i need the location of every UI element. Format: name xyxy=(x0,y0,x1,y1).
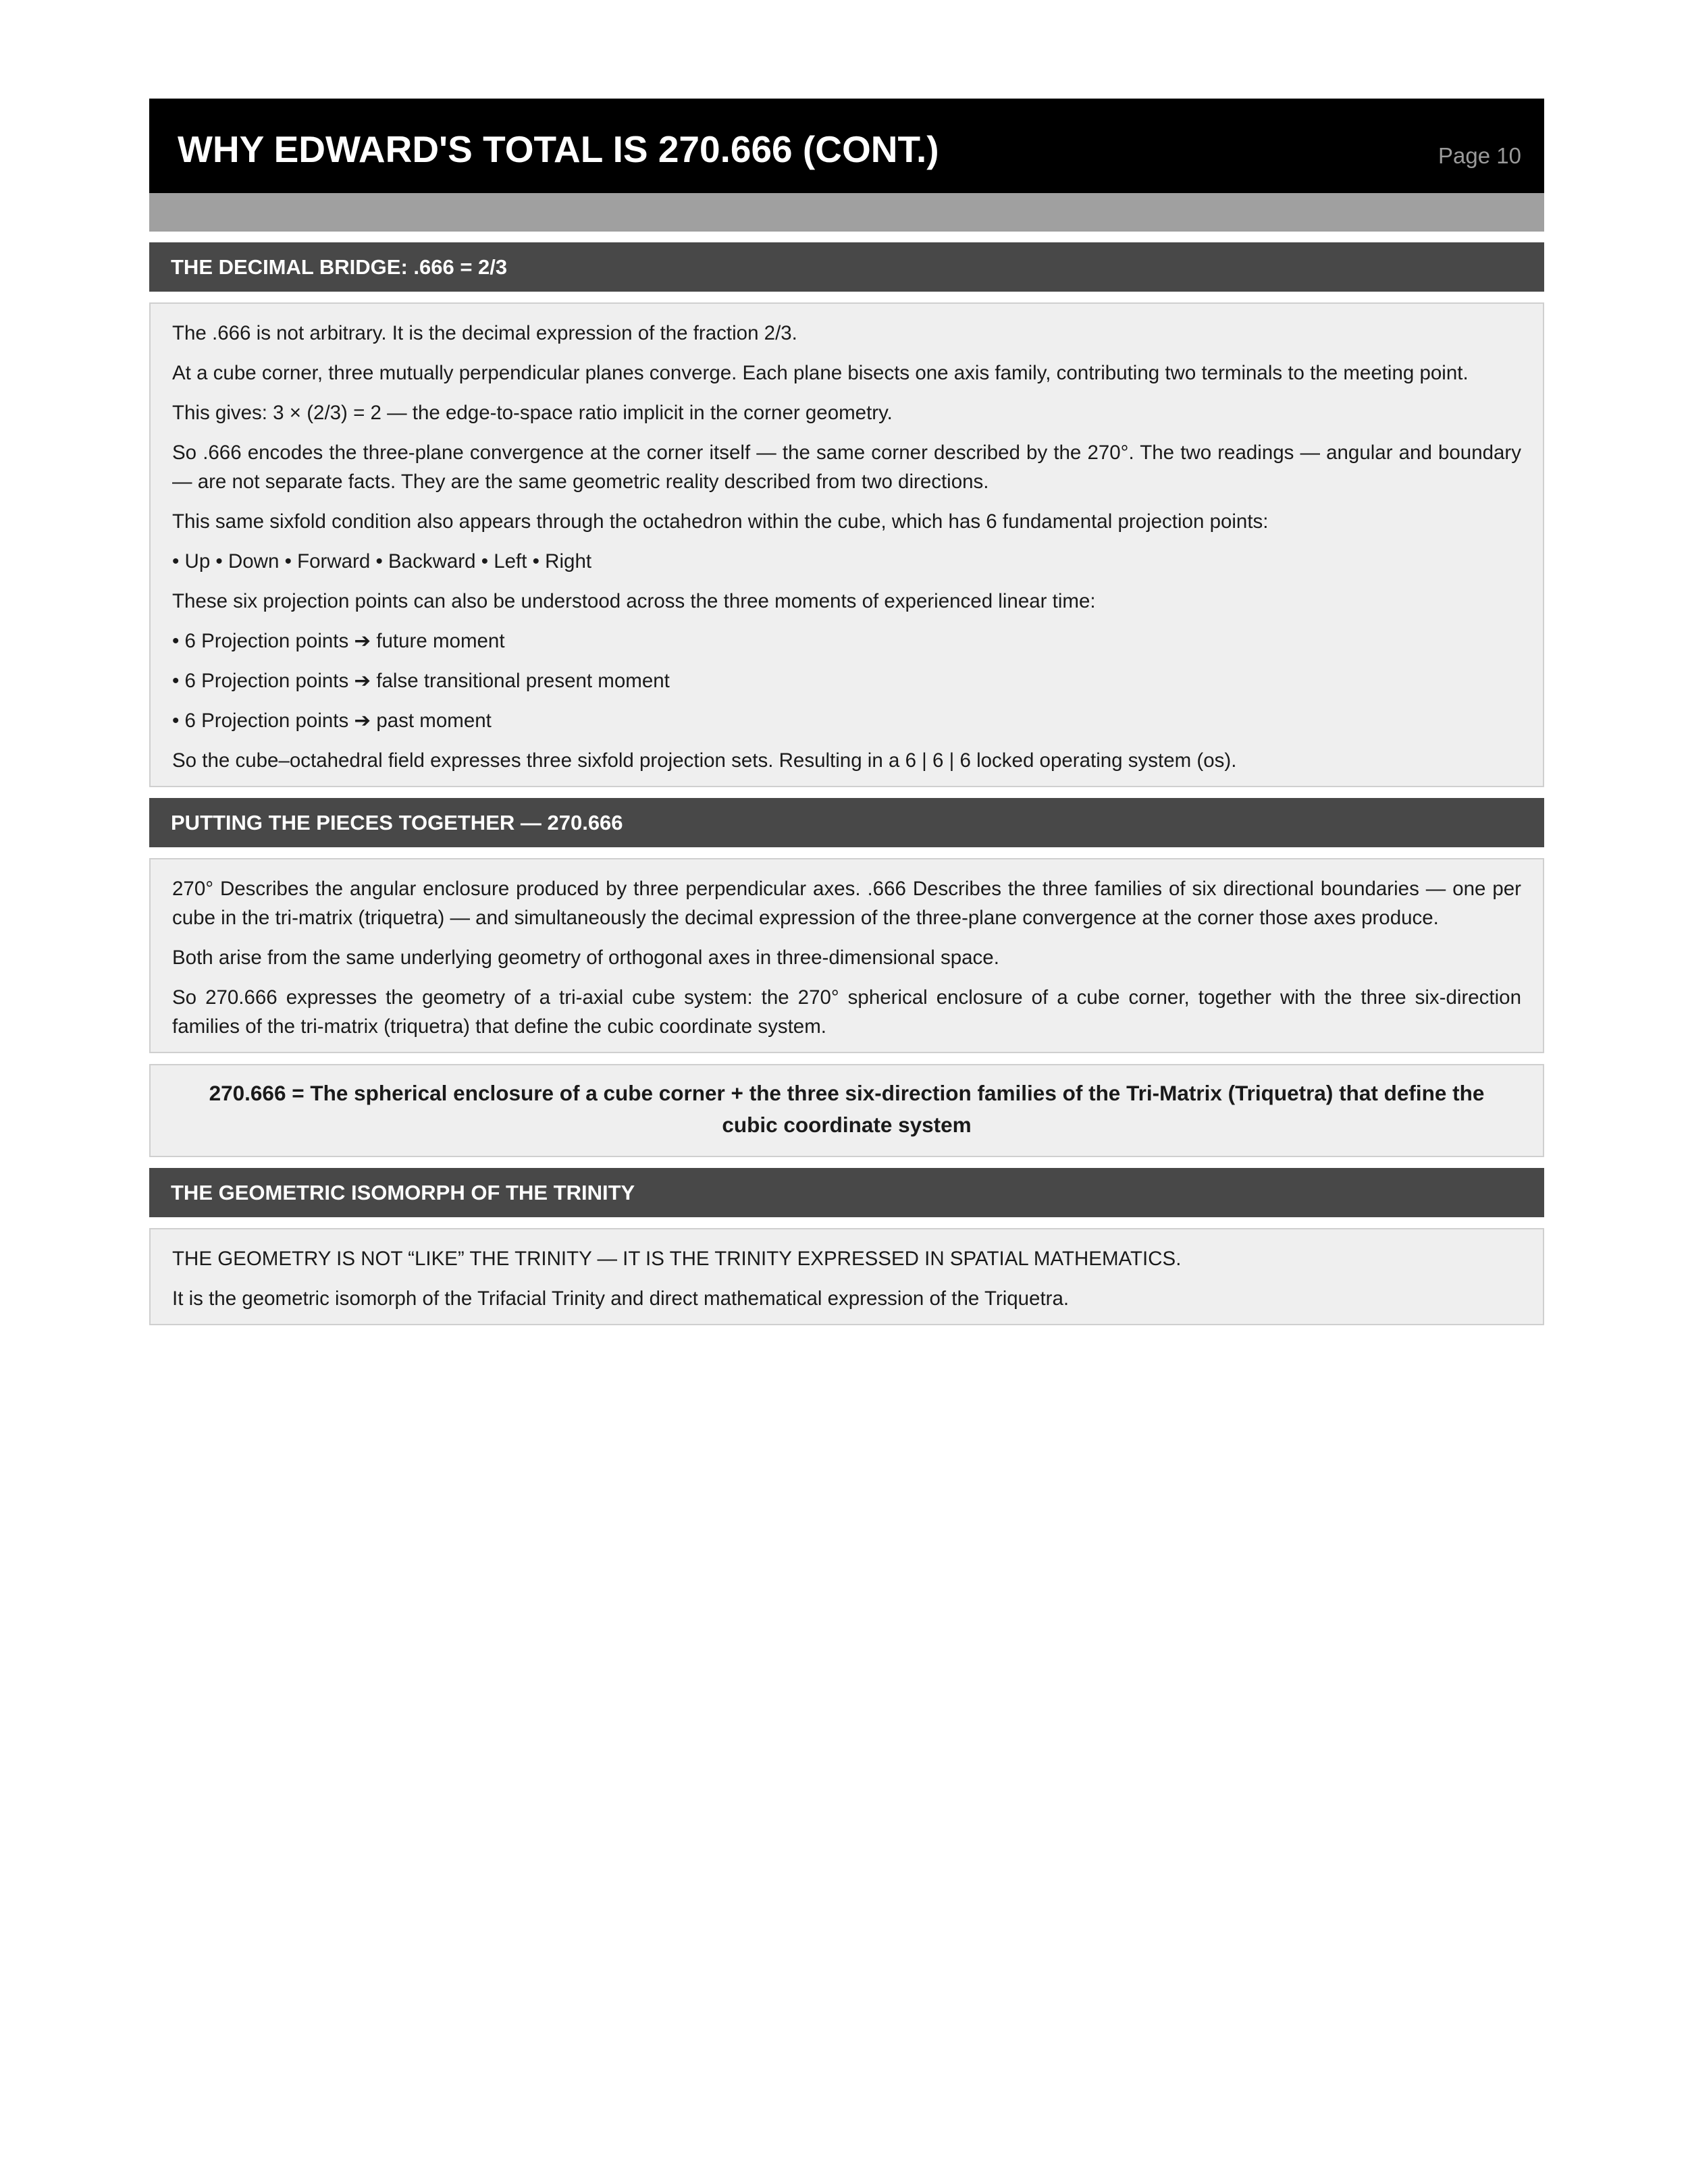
paragraph: Both arise from the same underlying geometry of orthogonal axes in three-dimensional space. xyxy=(172,947,999,969)
paragraph: This same sixfold condition also appears through the octahedron within the cube, which has 6 fundamental projection points: xyxy=(172,510,1269,533)
paragraph: This gives: 3 × (2/3) = 2 — the edge-to-space ratio implicit in the corner geometry. xyxy=(172,402,893,424)
section-heading-trinity: THE GEOMETRIC ISOMORPH OF THE TRINITY xyxy=(149,1168,1544,1217)
paragraph: THE GEOMETRY IS NOT “LIKE” THE TRINITY — IT IS THE TRINITY EXPRESSED IN SPATIAL MATHEMATICS. xyxy=(172,1248,1182,1270)
paragraph: It is the geometric isomorph of the Trifacial Trinity and direct mathematical expression of the Triquetra. xyxy=(172,1287,1070,1310)
bullet-item: • 6 Projection points ➔ false transitional present moment xyxy=(172,670,670,692)
page-title: WHY EDWARD'S TOTAL IS 270.666 (CONT.) xyxy=(178,128,939,170)
bullet-list-directions: • Up • Down • Forward • Backward • Left • Right xyxy=(172,550,592,572)
bullet-item: • 6 Projection points ➔ future moment xyxy=(172,630,505,652)
section-body-putting-together xyxy=(149,858,1544,1053)
paragraph: These six projection points can also be understood across the three moments of experienced linear time: xyxy=(172,590,1096,612)
page-number: Page 10 xyxy=(1438,143,1521,168)
paragraph: The .666 is not arbitrary. It is the decimal expression of the fraction 2/3. xyxy=(172,322,797,344)
title-bar xyxy=(149,99,1544,193)
paragraph: 270° Describes the angular enclosure produced by three perpendicular axes. .666 Describes the three families of six directional boundaries — one per cube in the tri-matrix (triquetra) — and simultaneously the decimal expression of the three-plane convergence at the corner those axes produce. xyxy=(172,878,1521,929)
document-page xyxy=(149,99,1544,1325)
bullet-item: • 6 Projection points ➔ past moment xyxy=(172,710,492,732)
paragraph: So the cube–octahedral field expresses three sixfold projection sets. Resulting in a 6 | 6 | 6 locked operating system (os). xyxy=(172,749,1237,772)
paragraph: So .666 encodes the three-plane convergence at the corner itself — the same corner described by the 270°. The two readings — angular and boundary — are not separate facts. They are the same geometric reality described from two directions. xyxy=(172,442,1521,493)
section-body-trinity xyxy=(149,1228,1544,1325)
section-heading-decimal-bridge: THE DECIMAL BRIDGE: .666 = 2/3 xyxy=(149,242,1544,292)
paragraph: At a cube corner, three mutually perpendicular planes converge. Each plane bisects one axis family, contributing two terminals to the meeting point. xyxy=(172,362,1469,384)
section-heading-putting-together: PUTTING THE PIECES TOGETHER — 270.666 xyxy=(149,798,1544,847)
title-underbar xyxy=(149,193,1544,232)
section-body-decimal-bridge xyxy=(149,302,1544,787)
highlight-statement: 270.666 = The spherical enclosure of a cube corner + the three six-direction families of the Tri-Matrix (Triquetra) that define the cubic coordinate system xyxy=(149,1064,1544,1157)
paragraph: So 270.666 expresses the geometry of a tri-axial cube system: the 270° spherical enclosure of a cube corner, together with the three six-direction families of the tri-matrix (triquetra) that define the cubic coordinate system. xyxy=(172,986,1521,1038)
